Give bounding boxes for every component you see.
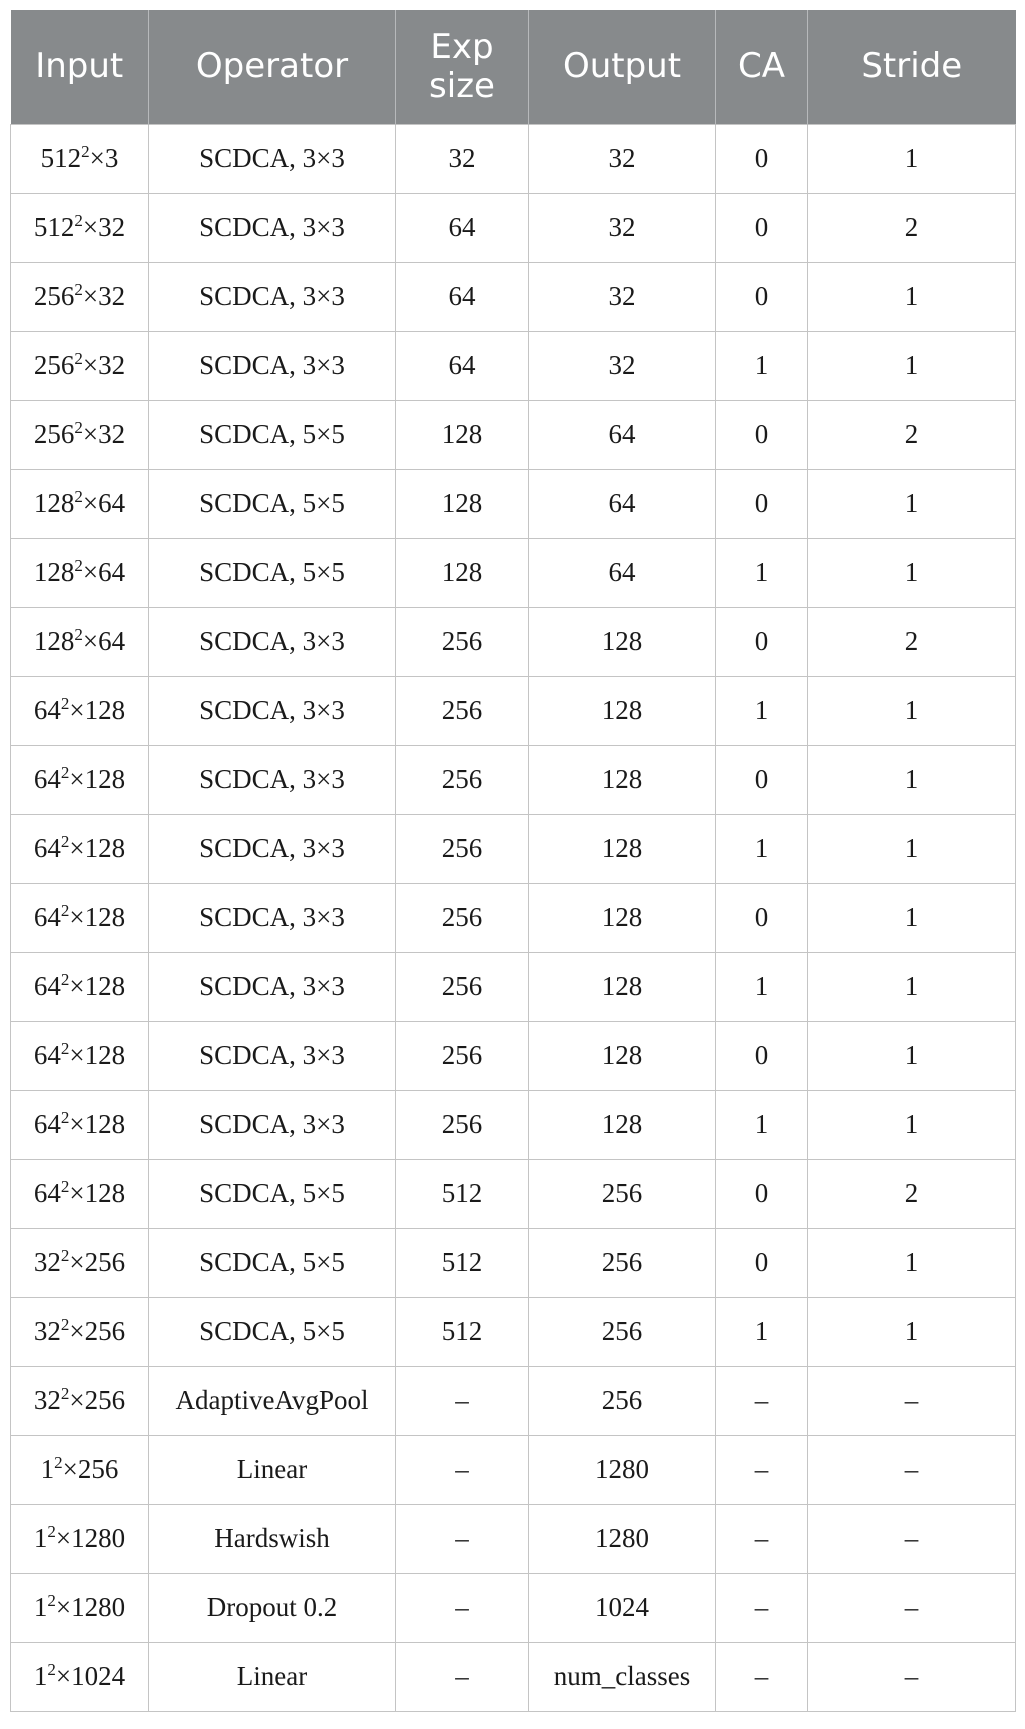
header-operator: Operator (149, 10, 396, 124)
cell-input (11, 1504, 149, 1573)
cell-input (11, 1228, 149, 1297)
cell-output: 64 (529, 538, 716, 607)
header-ca: CA (716, 10, 808, 124)
cell-stride: 1 (808, 1297, 1016, 1366)
cell-exp-size: 512 (396, 1159, 529, 1228)
cell-stride: 1 (808, 814, 1016, 883)
input-channels: ×128 (69, 971, 126, 1001)
input-channels: ×32 (82, 212, 126, 242)
input-exponent: 2 (60, 694, 70, 713)
cell-exp-size: 32 (396, 124, 529, 193)
cell-stride: – (808, 1573, 1016, 1642)
cell-operator: SCDCA, 3×3 (149, 952, 396, 1021)
input-dimension: 64 (33, 833, 61, 863)
input-dimension: 256 (33, 281, 75, 311)
table-row (11, 1159, 1016, 1228)
input-channels: ×64 (82, 557, 126, 587)
input-channels: ×1280 (55, 1592, 126, 1622)
cell-ca: 0 (716, 1021, 808, 1090)
cell-exp-size: 256 (396, 676, 529, 745)
input-channels: ×256 (69, 1385, 126, 1415)
cell-exp-size: 256 (396, 883, 529, 952)
cell-ca: 1 (716, 1090, 808, 1159)
table-row (11, 1228, 1016, 1297)
cell-input (11, 952, 149, 1021)
cell-operator: SCDCA, 3×3 (149, 676, 396, 745)
input-channels: ×256 (69, 1247, 126, 1277)
input-dimension: 256 (33, 419, 75, 449)
cell-input (11, 745, 149, 814)
input-dimension: 1 (33, 1661, 48, 1691)
table-body (11, 124, 1016, 1711)
input-exponent: 2 (74, 418, 83, 437)
cell-exp-size: 256 (396, 814, 529, 883)
input-exponent: 2 (60, 832, 70, 851)
cell-input (11, 469, 149, 538)
table-row (11, 676, 1016, 745)
cell-output: 32 (529, 193, 716, 262)
cell-stride: 1 (808, 676, 1016, 745)
table-row (11, 1573, 1016, 1642)
cell-ca: 1 (716, 814, 808, 883)
input-channels: ×128 (69, 695, 126, 725)
cell-output: 128 (529, 1090, 716, 1159)
cell-output: 256 (529, 1366, 716, 1435)
cell-ca: 0 (716, 124, 808, 193)
cell-ca: 0 (716, 745, 808, 814)
cell-exp-size: 128 (396, 469, 529, 538)
input-dimension: 32 (33, 1247, 61, 1277)
cell-ca: 0 (716, 883, 808, 952)
table-row (11, 124, 1016, 193)
input-channels: ×3 (89, 143, 119, 173)
input-channels: ×128 (69, 833, 126, 863)
cell-operator: SCDCA, 5×5 (149, 538, 396, 607)
cell-stride: 2 (808, 607, 1016, 676)
cell-stride: 1 (808, 952, 1016, 1021)
cell-ca: 1 (716, 331, 808, 400)
cell-output: 128 (529, 745, 716, 814)
cell-exp-size: 512 (396, 1297, 529, 1366)
cell-output: 128 (529, 607, 716, 676)
cell-operator: SCDCA, 3×3 (149, 124, 396, 193)
input-dimension: 64 (33, 1040, 61, 1070)
input-exponent: 2 (74, 487, 83, 506)
cell-ca: 1 (716, 1297, 808, 1366)
input-exponent: 2 (60, 1108, 70, 1127)
cell-input (11, 262, 149, 331)
cell-exp-size: – (396, 1504, 529, 1573)
cell-operator: Dropout 0.2 (149, 1573, 396, 1642)
cell-operator: Hardswish (149, 1504, 396, 1573)
input-exponent: 2 (74, 280, 83, 299)
cell-input (11, 1021, 149, 1090)
input-channels: ×128 (69, 764, 126, 794)
input-exponent: 2 (74, 349, 83, 368)
table-header (11, 10, 1016, 124)
input-channels: ×32 (82, 350, 126, 380)
cell-stride: 1 (808, 1021, 1016, 1090)
input-dimension: 64 (33, 1109, 61, 1139)
cell-ca: 1 (716, 538, 808, 607)
cell-exp-size: – (396, 1366, 529, 1435)
cell-exp-size: 256 (396, 1021, 529, 1090)
input-dimension: 128 (33, 488, 75, 518)
input-channels: ×32 (82, 281, 126, 311)
input-channels: ×128 (69, 1178, 126, 1208)
input-exponent: 2 (60, 970, 70, 989)
cell-exp-size: 128 (396, 400, 529, 469)
cell-exp-size: 256 (396, 1090, 529, 1159)
cell-input (11, 1573, 149, 1642)
table-row (11, 1021, 1016, 1090)
cell-ca: – (716, 1573, 808, 1642)
cell-stride: 1 (808, 331, 1016, 400)
cell-operator: SCDCA, 3×3 (149, 1090, 396, 1159)
cell-stride: – (808, 1642, 1016, 1711)
cell-operator: SCDCA, 3×3 (149, 745, 396, 814)
cell-exp-size: – (396, 1435, 529, 1504)
table-row (11, 1366, 1016, 1435)
cell-ca: 0 (716, 607, 808, 676)
table-row (11, 331, 1016, 400)
cell-ca: 0 (716, 469, 808, 538)
input-dimension: 32 (33, 1316, 61, 1346)
cell-output: 128 (529, 814, 716, 883)
input-dimension: 512 (40, 143, 82, 173)
cell-operator: SCDCA, 3×3 (149, 883, 396, 952)
cell-stride: 2 (808, 400, 1016, 469)
input-dimension: 512 (33, 212, 75, 242)
input-exponent: 2 (74, 556, 83, 575)
input-exponent: 2 (81, 142, 90, 161)
cell-ca: 1 (716, 676, 808, 745)
table-row (11, 883, 1016, 952)
cell-stride: – (808, 1504, 1016, 1573)
input-channels: ×128 (69, 902, 126, 932)
cell-output: 64 (529, 400, 716, 469)
input-channels: ×1024 (55, 1661, 126, 1691)
cell-stride: 1 (808, 538, 1016, 607)
cell-exp-size: 64 (396, 193, 529, 262)
table-row (11, 1090, 1016, 1159)
input-channels: ×1280 (55, 1523, 126, 1553)
cell-output: 1280 (529, 1435, 716, 1504)
input-channels: ×256 (69, 1316, 126, 1346)
input-dimension: 128 (33, 557, 75, 587)
input-exponent: 2 (47, 1522, 56, 1541)
cell-ca: – (716, 1435, 808, 1504)
input-exponent: 2 (60, 1315, 70, 1334)
cell-operator: SCDCA, 5×5 (149, 1228, 396, 1297)
cell-ca: 0 (716, 1228, 808, 1297)
input-exponent: 2 (74, 625, 83, 644)
cell-output: 64 (529, 469, 716, 538)
cell-input (11, 1642, 149, 1711)
cell-stride: – (808, 1366, 1016, 1435)
input-channels: ×128 (69, 1109, 126, 1139)
cell-stride: 1 (808, 745, 1016, 814)
header-row (11, 10, 1016, 124)
cell-operator: SCDCA, 3×3 (149, 814, 396, 883)
input-dimension: 1 (33, 1523, 48, 1553)
cell-ca: – (716, 1504, 808, 1573)
input-exponent: 2 (60, 901, 70, 920)
cell-operator: SCDCA, 3×3 (149, 331, 396, 400)
input-dimension: 32 (33, 1385, 61, 1415)
cell-stride: 1 (808, 1228, 1016, 1297)
input-dimension: 64 (33, 902, 61, 932)
cell-input (11, 814, 149, 883)
cell-output: 32 (529, 262, 716, 331)
cell-stride: 1 (808, 469, 1016, 538)
cell-operator: Linear (149, 1642, 396, 1711)
header-input: Input (11, 10, 149, 124)
cell-ca: – (716, 1366, 808, 1435)
input-exponent: 2 (47, 1591, 56, 1610)
cell-ca: 0 (716, 400, 808, 469)
cell-output: 256 (529, 1159, 716, 1228)
input-dimension: 1 (40, 1454, 55, 1484)
input-exponent: 2 (60, 1246, 70, 1265)
cell-ca: 1 (716, 952, 808, 1021)
cell-operator: SCDCA, 3×3 (149, 607, 396, 676)
cell-exp-size: 64 (396, 262, 529, 331)
cell-operator: SCDCA, 5×5 (149, 1297, 396, 1366)
cell-output: 256 (529, 1228, 716, 1297)
cell-exp-size: 256 (396, 952, 529, 1021)
input-exponent: 2 (60, 1384, 70, 1403)
table-row (11, 1297, 1016, 1366)
input-channels: ×32 (82, 419, 126, 449)
cell-operator: SCDCA, 5×5 (149, 400, 396, 469)
cell-input (11, 883, 149, 952)
cell-exp-size: 128 (396, 538, 529, 607)
input-exponent: 2 (60, 1039, 70, 1058)
cell-input (11, 538, 149, 607)
cell-operator: SCDCA, 5×5 (149, 1159, 396, 1228)
cell-operator: AdaptiveAvgPool (149, 1366, 396, 1435)
cell-ca: 0 (716, 1159, 808, 1228)
cell-operator: SCDCA, 3×3 (149, 193, 396, 262)
cell-stride: 2 (808, 1159, 1016, 1228)
header-output: Output (529, 10, 716, 124)
cell-exp-size: 64 (396, 331, 529, 400)
cell-exp-size: – (396, 1642, 529, 1711)
cell-operator: SCDCA, 5×5 (149, 469, 396, 538)
input-dimension: 256 (33, 350, 75, 380)
input-dimension: 64 (33, 971, 61, 1001)
cell-output: 32 (529, 124, 716, 193)
table-row (11, 469, 1016, 538)
header-exp-size: Exp size (396, 10, 529, 124)
cell-input (11, 676, 149, 745)
cell-exp-size: – (396, 1573, 529, 1642)
cell-ca: 0 (716, 193, 808, 262)
cell-input (11, 1435, 149, 1504)
input-dimension: 64 (33, 1178, 61, 1208)
cell-input (11, 1366, 149, 1435)
cell-output: 128 (529, 1021, 716, 1090)
cell-output: 256 (529, 1297, 716, 1366)
cell-stride: – (808, 1435, 1016, 1504)
input-channels: ×64 (82, 488, 126, 518)
cell-output: 1024 (529, 1573, 716, 1642)
cell-operator: Linear (149, 1435, 396, 1504)
cell-stride: 1 (808, 124, 1016, 193)
input-channels: ×256 (62, 1454, 119, 1484)
input-exponent: 2 (47, 1660, 56, 1679)
cell-output: 128 (529, 952, 716, 1021)
table-row (11, 400, 1016, 469)
cell-output: num_classes (529, 1642, 716, 1711)
input-dimension: 1 (33, 1592, 48, 1622)
input-channels: ×64 (82, 626, 126, 656)
table-row (11, 1504, 1016, 1573)
cell-stride: 1 (808, 1090, 1016, 1159)
cell-stride: 1 (808, 262, 1016, 331)
header-stride: Stride (808, 10, 1016, 124)
table-row (11, 952, 1016, 1021)
network-architecture-table (10, 10, 1016, 1712)
network-architecture-table-container (10, 10, 1015, 1712)
cell-operator: SCDCA, 3×3 (149, 262, 396, 331)
cell-input (11, 1297, 149, 1366)
cell-ca: 0 (716, 262, 808, 331)
cell-input (11, 400, 149, 469)
table-row (11, 607, 1016, 676)
table-row (11, 1435, 1016, 1504)
cell-input (11, 1159, 149, 1228)
cell-operator: SCDCA, 3×3 (149, 1021, 396, 1090)
cell-stride: 2 (808, 193, 1016, 262)
table-row (11, 814, 1016, 883)
cell-exp-size: 512 (396, 1228, 529, 1297)
input-dimension: 128 (33, 626, 75, 656)
cell-input (11, 1090, 149, 1159)
cell-ca: – (716, 1642, 808, 1711)
cell-stride: 1 (808, 883, 1016, 952)
input-dimension: 64 (33, 695, 61, 725)
cell-input (11, 193, 149, 262)
cell-input (11, 607, 149, 676)
table-row (11, 193, 1016, 262)
table-row (11, 745, 1016, 814)
cell-input (11, 331, 149, 400)
cell-output: 32 (529, 331, 716, 400)
input-exponent: 2 (74, 211, 83, 230)
cell-exp-size: 256 (396, 745, 529, 814)
input-exponent: 2 (60, 1177, 70, 1196)
cell-exp-size: 256 (396, 607, 529, 676)
input-channels: ×128 (69, 1040, 126, 1070)
cell-output: 128 (529, 883, 716, 952)
cell-input (11, 124, 149, 193)
input-dimension: 64 (33, 764, 61, 794)
table-row (11, 538, 1016, 607)
cell-output: 1280 (529, 1504, 716, 1573)
input-exponent: 2 (60, 763, 70, 782)
input-exponent: 2 (54, 1453, 63, 1472)
cell-output: 128 (529, 676, 716, 745)
table-row (11, 262, 1016, 331)
table-row (11, 1642, 1016, 1711)
